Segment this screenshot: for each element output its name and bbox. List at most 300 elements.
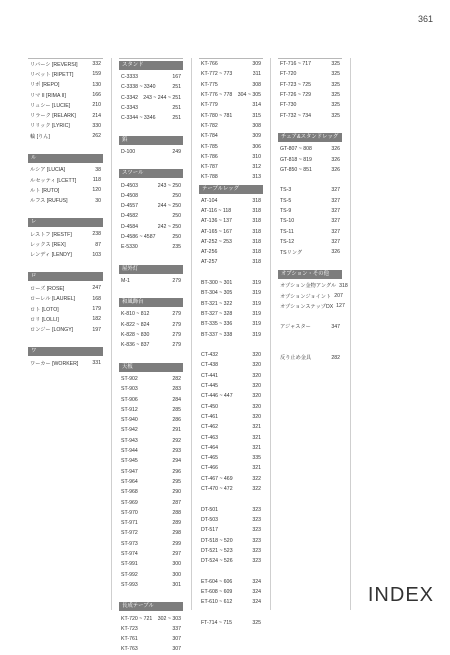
entry-name: DT-503 [201,516,219,523]
index-entry [28,165,103,175]
entry-name: K-810 ~ 812 [121,311,150,318]
entry-name: CT-463 [201,434,219,441]
entry-name: C-3333 [121,74,139,81]
entry-name: ET-610 ~ 612 [201,599,233,606]
section-header: 鋲 [119,136,183,145]
spacer [278,257,342,267]
index-entry [278,291,342,301]
entry-name: BT-300 ~ 301 [201,280,233,287]
entry-page: 325 [331,92,340,99]
entry-page: 250 [172,234,181,240]
index-entry [119,580,183,590]
index-entry [199,80,263,90]
entry-page: 167 [172,74,181,81]
entry-page: 330 [92,122,101,129]
entry-name: ST-970 [121,509,138,516]
entry-name: K-836 ~ 837 [121,342,150,349]
spacer [278,175,342,185]
entry-name: KT-772 ~ 773 [201,71,233,78]
entry-name: FT-716 ~ 717 [280,61,312,68]
index-entry [199,504,263,514]
index-entry [119,384,183,394]
entry-name: ET-608 ~ 609 [201,588,233,595]
entry-page: 327 [331,208,340,214]
entry-name: CT-462 [201,424,219,431]
entry-name: ST-940 [121,417,138,424]
entry-page: 318 [339,282,348,289]
entry-page: 327 [331,238,340,245]
index-entry [119,242,183,252]
entry-page: 320 [252,393,261,400]
index-entry [28,358,103,368]
index-entry [199,309,263,319]
entry-name: DT-521 ~ 523 [201,547,233,554]
entry-name: D-4557 [121,203,139,210]
entry-page: 302 ~ 303 [157,615,181,622]
index-entry [278,144,342,154]
index-entry [119,191,183,201]
entry-page: 320 [252,372,261,379]
entry-page: 243 ~ 244 ~ 251 [143,94,181,101]
entry-page: 279 [172,311,181,318]
index-entry [119,201,183,211]
spacer [119,123,183,133]
entry-name: BT-327 ~ 328 [201,310,233,317]
index-entry [199,162,263,172]
page-number: 361 [417,14,433,24]
entry-page: 309 [252,61,261,68]
entry-name: FT-723 ~ 725 [280,81,312,88]
entry-name: D-4582 [121,213,139,220]
entry-name: レストフ [RESTF] [30,231,72,238]
index-entry [28,80,103,90]
entry-page: 300 [172,561,181,568]
section-header: 天板 [119,363,183,372]
entry-name: GT-807 ~ 808 [280,146,312,153]
entry-name: リベット [RIPETT] [30,71,74,78]
section-header: スツール [119,169,183,178]
entry-name: GT-818 ~ 819 [280,156,312,163]
index-entry [28,325,103,335]
index-entry [199,121,263,131]
index-entry [119,518,183,528]
entry-page: 290 [172,489,181,496]
entry-name: CT-441 [201,372,219,379]
index-entry [119,82,183,92]
index-entry [199,226,263,236]
index-entry [119,559,183,569]
entry-name: CT-445 [201,383,219,390]
index-entry [199,484,263,494]
entry-page: 262 [92,133,101,140]
entry-name: DT-517 [201,527,219,534]
index-entry [199,90,263,100]
spacer [199,268,263,278]
section-header: 和風飾台 [119,298,183,307]
index-entry [28,314,103,324]
entry-name: TS-9 [280,208,292,214]
entry-page: 38 [95,166,101,173]
entry-page: 301 [172,581,181,588]
index-footer-title: INDEX [367,584,434,606]
index-entry [199,131,263,141]
entry-name: BT-337 ~ 338 [201,331,233,338]
index-entry [199,556,263,566]
entry-page: 312 [252,164,261,171]
entry-name: ST-993 [121,581,138,588]
entry-name: C-3338 ~ 3340 [121,84,156,91]
index-entry [199,577,263,587]
entry-page: 321 [252,424,261,431]
index-entry [119,320,183,330]
index-entry [119,467,183,477]
index-entry [199,443,263,453]
entry-page: 182 [92,316,101,323]
entry-name: ロンジー [LONGY] [30,327,74,334]
index-entry [278,196,342,206]
entry-name: KT-723 [121,625,138,632]
index-entry [28,239,103,249]
entry-name: ST-968 [121,489,138,496]
index-entry [119,644,183,654]
column-divider [111,58,112,610]
index-entry [119,330,183,340]
entry-name: ST-902 [121,375,138,382]
entry-name: FT-726 ~ 729 [280,92,312,99]
index-entry [119,624,183,634]
index-entry [199,59,263,69]
entry-name: FT-730 [280,102,297,109]
index-entry [119,394,183,404]
index-entry [28,90,103,100]
entry-name: AT-252 ~ 253 [201,238,232,245]
entry-page: 313 [252,174,261,181]
index-entry [278,247,342,257]
index-entry [278,154,342,164]
entry-page: 250 [172,192,181,199]
entry-page: 320 [252,413,261,420]
index-entry [278,69,342,79]
index-entry [278,206,342,216]
entry-name: KT-784 [201,133,218,140]
index-entry [278,322,342,332]
section-header: 長成テーブル [119,602,183,611]
entry-name: ルセッティ [LCETT] [30,177,77,184]
entry-page: 289 [172,520,181,527]
entry-name: E-5330 [121,244,138,251]
index-entry [199,412,263,422]
index-column-4 [278,58,348,363]
entry-name: KT-779 [201,102,218,109]
entry-page: 323 [252,547,261,554]
entry-name: ルト [RUTO] [30,187,60,194]
entry-name: BT-304 ~ 305 [201,290,233,297]
entry-page: 244 ~ 250 [157,203,181,210]
spacer [278,312,342,322]
entry-name: ワーカー [WORKER] [30,360,79,367]
entry-name: KT-776 ~ 778 [201,92,233,99]
entry-page: 293 [172,448,181,455]
index-entry [199,597,263,607]
index-entry [199,453,263,463]
entry-page: 207 [334,293,343,300]
index-entry [119,446,183,456]
entry-name: ST-944 [121,448,138,455]
entry-page: 319 [252,321,261,328]
entry-name: AT-104 [201,197,218,204]
entry-page: 308 [252,81,261,88]
entry-name: AT-136 ~ 137 [201,218,232,225]
entry-name: KT-720 ~ 721 [121,615,153,622]
index-entry [119,487,183,497]
entry-name: リラーク [RELARK] [30,113,76,120]
index-entry [278,281,348,291]
spacer [119,157,183,167]
entry-name: AT-257 [201,259,218,266]
entry-name: KT-787 [201,164,218,171]
index-entry [199,525,263,535]
index-entry [199,319,263,329]
entry-name: ST-912 [121,406,138,413]
entry-page: 243 ~ 250 [157,182,181,189]
index-entry [119,405,183,415]
entry-page: 325 [331,61,340,68]
entry-page: 127 [336,303,345,310]
entry-name: ルフス [RUFUS] [30,198,68,205]
entry-name: ルシア [LUCIA] [30,167,66,174]
entry-name: CT-446 ~ 447 [201,393,233,400]
index-entry [28,250,103,260]
entry-page: 283 [172,386,181,393]
entry-name: DT-524 ~ 526 [201,558,233,565]
index-entry [199,329,263,339]
entry-page: 318 [252,249,261,256]
entry-name: D-4503 [121,182,139,189]
entry-name: ST-903 [121,386,138,393]
entry-page: 286 [172,417,181,424]
spacer [278,332,342,342]
entry-name: ST-971 [121,520,138,527]
entry-name: ロト [LOTO] [30,306,59,313]
index-entry [199,278,263,288]
index-entry [199,432,263,442]
entry-page: 319 [252,310,261,317]
entry-name: KT-786 [201,153,218,160]
entry-page: 159 [92,71,101,78]
entry-name: BT-321 ~ 322 [201,300,233,307]
entry-page: 103 [92,251,101,258]
entry-name: CT-438 [201,362,219,369]
index-column-2 [119,58,183,655]
entry-page: 320 [252,383,261,390]
entry-page: 118 [92,177,101,184]
index-entry [199,402,263,412]
entry-page: 288 [172,509,181,516]
index-entry [119,276,183,286]
entry-page: 214 [92,112,101,119]
index-entry [28,196,103,206]
entry-page: 197 [92,326,101,333]
entry-name: KT-763 [121,646,138,653]
index-entry [119,436,183,446]
entry-page: 318 [252,228,261,235]
spacer [28,335,103,345]
index-entry [199,535,263,545]
entry-name: FT-720 [280,71,297,78]
entry-name: ST-945 [121,458,138,465]
entry-name: リマ II [RIMA II] [30,92,66,99]
index-entry [28,185,103,195]
spacer [28,141,103,151]
entry-page: 319 [252,300,261,307]
index-entry [28,110,103,120]
entry-name: FT-732 ~ 734 [280,112,312,119]
index-entry [278,165,342,175]
entry-name: ST-991 [121,561,138,568]
entry-name: ローレル [LAUREL] [30,296,76,303]
entry-name: 輪 [りん] [30,133,50,140]
index-entry [199,546,263,556]
entry-name: K-822 ~ 824 [121,321,150,328]
entry-name: KT-761 [121,636,138,643]
entry-page: 326 [331,166,340,173]
index-entry [28,131,103,141]
entry-name: CT-466 [201,465,219,472]
index-entry [119,103,183,113]
entry-name: レックス [REX] [30,242,66,249]
index-entry [199,100,263,110]
entry-name: FT-714 ~ 715 [201,619,233,626]
column-divider [350,58,351,610]
index-entry [119,374,183,384]
entry-name: リリック [LYRIC] [30,123,70,130]
entry-page: 335 [252,455,261,462]
entry-page: 310 [252,153,261,160]
entry-page: 306 [252,143,261,150]
entry-page: 251 [172,115,181,122]
entry-page: 318 [252,238,261,245]
entry-page: 327 [331,187,340,194]
entry-page: 296 [172,468,181,475]
entry-page: 311 [252,71,261,78]
index-entry [119,549,183,559]
entry-page: 314 [252,102,261,109]
entry-page: 279 [172,342,181,349]
section-header: ル [28,154,103,163]
section-header: スタンド [119,61,183,70]
index-entry [199,381,263,391]
entry-page: 250 [172,213,181,220]
entry-page: 251 [172,105,181,112]
entry-page: 299 [172,540,181,547]
index-entry [28,283,103,293]
entry-name: AT-256 [201,249,218,256]
spacer [199,566,263,576]
index-entry [278,185,342,195]
spacer [119,351,183,361]
index-entry [199,172,263,182]
index-entry [199,371,263,381]
index-entry [199,237,263,247]
entry-name: TS-3 [280,187,292,194]
entry-name: BT-335 ~ 336 [201,321,233,328]
entry-page: 325 [331,112,340,119]
entry-page: 210 [92,102,101,109]
entry-name: AT-165 ~ 167 [201,228,232,235]
index-entry [119,528,183,538]
entry-page: 324 [252,588,261,595]
entry-name: リュシー [LUCIE] [30,102,71,109]
entry-page: 321 [252,434,261,441]
index-column-1 [28,58,103,368]
index-entry [119,456,183,466]
index-entry [28,175,103,185]
entry-page: 327 [331,218,340,225]
spacer [28,260,103,270]
index-entry [199,463,263,473]
entry-name: D-4508 [121,192,139,199]
index-entry [278,100,342,110]
index-entry [119,72,183,82]
entry-name: リバーシ [REVERSI] [30,61,78,68]
entry-page: 287 [172,499,181,506]
entry-name: TS-12 [280,238,295,245]
column-divider [191,58,192,610]
entry-page: 325 [331,71,340,78]
spacer [119,590,183,600]
entry-page: 321 [252,465,261,472]
index-entry [199,474,263,484]
entry-page: 298 [172,530,181,537]
index-entry [119,569,183,579]
entry-name: オプションステップDX [280,303,334,310]
entry-page: 324 [252,599,261,606]
entry-name: ST-943 [121,437,138,444]
index-entry [199,110,263,120]
entry-name: CT-470 ~ 472 [201,486,233,493]
entry-page: 319 [252,290,261,297]
spacer [119,252,183,262]
entry-page: 323 [252,516,261,523]
entry-name: KT-785 [201,143,218,150]
entry-name: KT-788 [201,174,218,181]
index-entry [199,299,263,309]
index-entry [119,309,183,319]
entry-page: 319 [252,280,261,287]
entry-page: 318 [252,218,261,225]
index-entry [119,211,183,221]
entry-page: 282 [331,354,340,361]
entry-page: 249 [172,148,181,155]
entry-page: 323 [252,506,261,513]
entry-page: 319 [252,331,261,338]
entry-page: 308 [252,122,261,129]
entry-page: 326 [331,249,340,256]
index-entry [119,180,183,190]
index-entry [199,141,263,151]
entry-name: CT-467 ~ 469 [201,475,233,482]
index-entry [199,360,263,370]
entry-page: 166 [92,92,101,99]
entry-name: レンディ [LENDY] [30,252,72,259]
entry-page: 291 [172,427,181,434]
entry-page: 327 [331,228,340,235]
entry-name: TSリング [280,249,303,256]
entry-page: 307 [172,636,181,643]
index-column-3 [199,58,263,628]
index-entry [278,353,342,363]
entry-name: AT-116 ~ 118 [201,208,232,214]
